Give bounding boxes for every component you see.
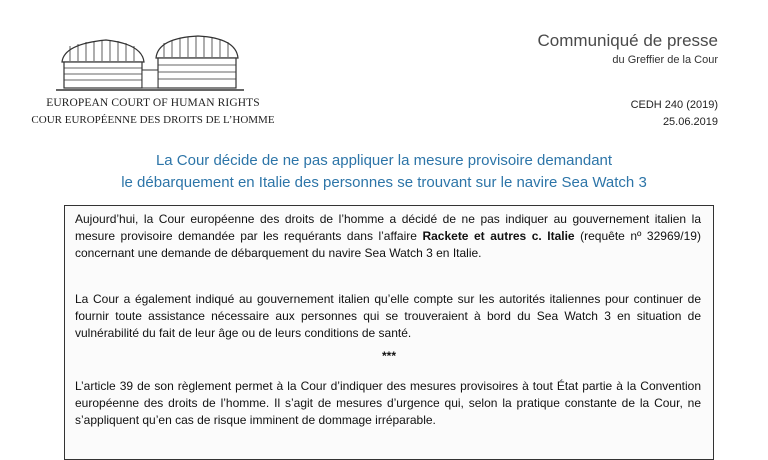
paragraph-2: La Cour a également indiqué au gouvernement italien qu’elle compte sur les autorités italiennes pour continuer de fournir toute assistance nécessaire aux personnes qui se trouveraient à bord du Sea Watch 3 en situation de vulnérabilité du fait de leur âge ou de leurs conditions de santé. [75, 292, 701, 340]
paragraph-1-start: Aujourd’hui, la Cour européenne des droits de l’homme a décidé de ne pas indiquer au gouvernement italien la mesure provisoire demandée par les requérants dans l’affaire [75, 212, 701, 243]
paragraph-1 [75, 211, 701, 262]
paragraph-3: L’article 39 de son règlement permet à la Cour d’indiquer des mesures provisoires à tout État partie à la Convention européenne des droits de l’homme. Il s’agit de mesures d’urgence qui, selon la pratique constante de la Cour, ne s’appliquent qu’en cas de risque imminent de dommage irréparable. [75, 379, 701, 427]
headline [0, 150, 768, 194]
headline-line-1: La Cour décide de ne pas appliquer la mesure provisoire demandant [155, 152, 613, 169]
paragraph-1-end: (requête nº 32969/19) concernant une demande de débarquement du navire Sea Watch 3 en Italie. [75, 229, 701, 260]
court-building-logo [56, 34, 244, 96]
court-name-fr: COUR EUROPÉENNE DES DROITS DE L’HOMME [31, 114, 275, 126]
case-name: Rackete et autres c. Italie [422, 229, 575, 243]
press-release-subtitle: du Greffier de la Cour [612, 54, 718, 66]
separator: *** [381, 349, 396, 363]
summary-box [64, 205, 714, 460]
press-release-title: Communiqué de presse [537, 31, 718, 50]
court-name-en: EUROPEAN COURT OF HUMAN RIGHTS [46, 97, 260, 109]
reference-number: CEDH 240 (2019) [630, 99, 718, 111]
release-date: 25.06.2019 [662, 116, 718, 128]
headline-line-2: le débarquement en Italie des personnes se trouvant sur le navire Sea Watch 3 [121, 174, 647, 191]
